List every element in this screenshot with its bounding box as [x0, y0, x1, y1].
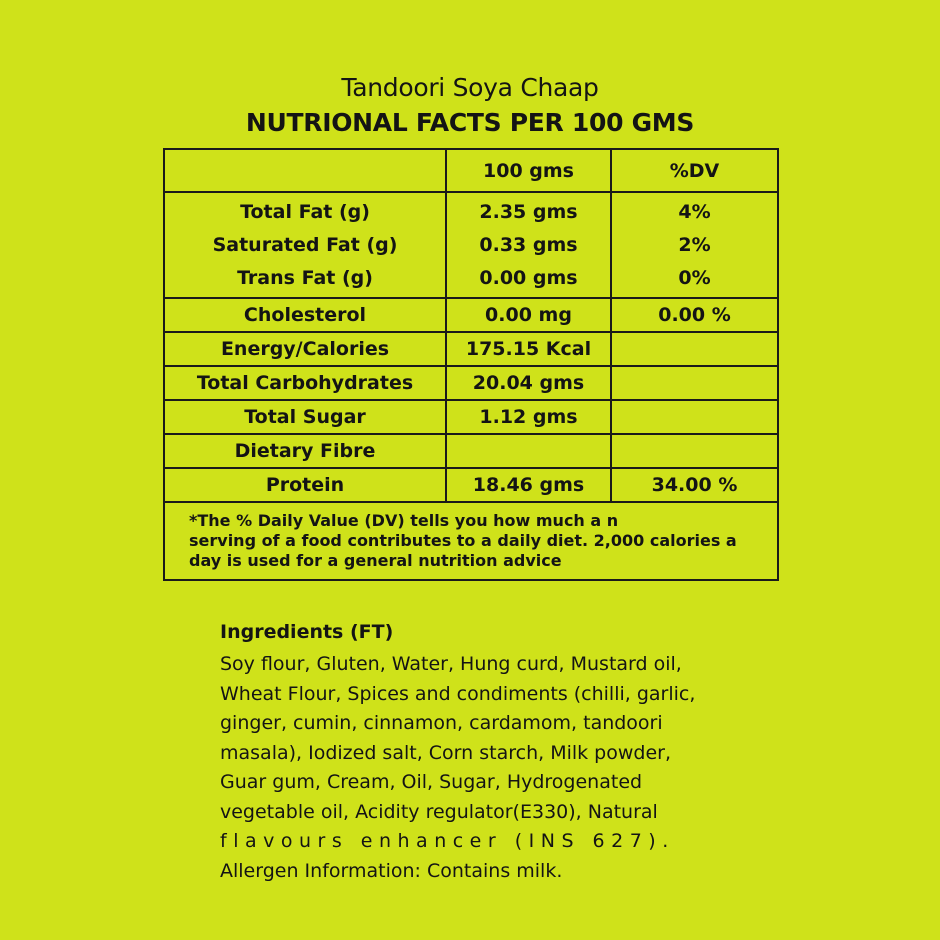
ingredients-line: ginger, cumin, cinnamon, cardamom, tandoori: [220, 712, 663, 734]
fat-dv: 4%: [678, 200, 711, 223]
row-dv: [611, 400, 778, 434]
ingredients-line: Guar gum, Cream, Oil, Sugar, Hydrogenated: [220, 771, 643, 793]
ingredients-line: flavours enhancer (INS 627).: [220, 830, 675, 852]
dv-note-line: *The % Daily Value (DV) tells you how much a n: [189, 511, 619, 530]
row-label: Dietary Fibre: [164, 434, 446, 468]
table-row: [164, 468, 778, 502]
row-label: Cholesterol: [164, 298, 446, 332]
allergen-info: Allergen Information: Contains milk.: [220, 859, 563, 882]
fat-label: Trans Fat (g): [237, 266, 373, 289]
row-amount: 0.00 mg: [446, 298, 611, 332]
row-amount: [446, 434, 611, 468]
row-label: Protein: [164, 468, 446, 502]
row-amount: 20.04 gms: [446, 366, 611, 400]
dv-note-line: day is used for a general nutrition advice: [189, 551, 562, 570]
ingredients-line: vegetable oil, Acidity regulator(E330), Natural: [220, 800, 658, 823]
dv-note-row: [164, 502, 778, 580]
fat-dv-cell: [611, 192, 778, 298]
fat-amounts-cell: [446, 192, 611, 298]
header-cell-label: [164, 149, 446, 192]
row-dv: 0.00 %: [611, 298, 778, 332]
row-dv: 34.00 %: [611, 468, 778, 502]
row-dv: [611, 332, 778, 366]
dv-note-line: serving of a food contributes to a daily diet. 2,000 calories a: [189, 531, 737, 550]
fat-label: Saturated Fat (g): [212, 233, 398, 256]
table-header-row: [164, 149, 778, 192]
dv-note: [165, 503, 777, 571]
ingredients-line: masala), Iodized salt, Corn starch, Milk powder,: [220, 741, 672, 764]
ingredients-line: Wheat Flour, Spices and condiments (chilli, garlic,: [220, 682, 696, 705]
row-dv: [611, 366, 778, 400]
ingredients-list: [220, 650, 720, 857]
table-row: [164, 434, 778, 468]
fat-row-group: [164, 192, 778, 298]
header-cell-amount: 100 gms: [446, 149, 611, 192]
row-label: Energy/Calories: [164, 332, 446, 366]
header: [0, 72, 940, 140]
nutrition-facts-table: [163, 148, 779, 581]
row-dv: [611, 434, 778, 468]
fat-label: Total Fat (g): [240, 200, 370, 223]
row-amount: 175.15 Kcal: [446, 332, 611, 366]
dv-note-cell: [164, 502, 778, 580]
table-row: [164, 298, 778, 332]
table-row: [164, 332, 778, 366]
ingredients-title: Ingredients (FT): [220, 621, 394, 643]
fat-amount: 0.33 gms: [479, 233, 578, 256]
row-label: Total Carbohydrates: [164, 366, 446, 400]
table-row: [164, 366, 778, 400]
product-name: Tandoori Soya Chaap: [341, 73, 599, 102]
fat-dv: 2%: [678, 233, 711, 256]
row-amount: 1.12 gms: [446, 400, 611, 434]
fat-amount: 2.35 gms: [479, 200, 578, 223]
header-cell-dv: %DV: [611, 149, 778, 192]
facts-title: NUTRIONAL FACTS PER 100 GMS: [245, 108, 695, 137]
table-row: [164, 400, 778, 434]
ingredients-line: Soy flour, Gluten, Water, Hung curd, Mustard oil,: [220, 653, 682, 675]
row-amount: 18.46 gms: [446, 468, 611, 502]
ingredients-section: [220, 618, 720, 886]
fat-labels-cell: [164, 192, 446, 298]
row-label: Total Sugar: [164, 400, 446, 434]
fat-dv: 0%: [678, 266, 711, 289]
fat-amount: 0.00 gms: [479, 266, 578, 289]
